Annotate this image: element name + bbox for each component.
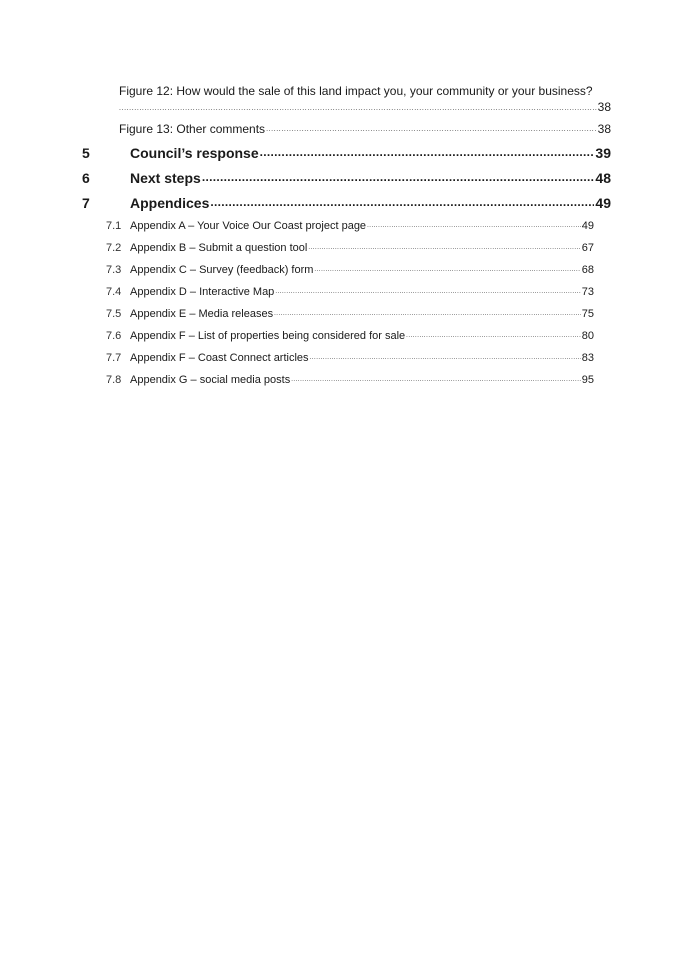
toc-section-6[interactable] bbox=[130, 170, 611, 186]
dot-leader bbox=[275, 289, 580, 295]
dot-leader bbox=[119, 105, 598, 112]
toc-section-5-number: 5 bbox=[82, 145, 90, 161]
toc-section-6-number: 6 bbox=[82, 170, 90, 186]
dot-leader bbox=[367, 223, 581, 229]
toc-appendix-page: 83 bbox=[581, 352, 594, 364]
toc-appendix-g[interactable] bbox=[130, 374, 594, 386]
toc-section-7[interactable] bbox=[130, 195, 611, 211]
toc-appendix-title: Appendix F – Coast Connect articles bbox=[130, 352, 309, 364]
toc-appendix-number: 7.6 bbox=[106, 330, 122, 342]
toc-appendix-page: 49 bbox=[581, 220, 594, 232]
toc-appendix-page: 75 bbox=[581, 308, 594, 320]
dot-leader bbox=[260, 145, 595, 159]
toc-appendix-page: 95 bbox=[581, 374, 594, 386]
toc-section-6-title: Next steps bbox=[130, 170, 201, 186]
toc-appendix-page: 73 bbox=[581, 286, 594, 298]
toc-appendix-e[interactable] bbox=[130, 308, 594, 320]
toc-section-7-title: Appendices bbox=[130, 195, 210, 211]
toc-appendix-number: 7.7 bbox=[106, 352, 122, 364]
toc-appendix-f-properties[interactable] bbox=[130, 330, 594, 342]
toc-appendix-number: 7.1 bbox=[106, 220, 122, 232]
toc-appendix-number: 7.8 bbox=[106, 374, 122, 386]
toc-appendix-title: Appendix D – Interactive Map bbox=[130, 286, 275, 298]
dot-leader bbox=[291, 377, 581, 383]
toc-section-6-page: 48 bbox=[595, 170, 611, 186]
toc-section-7-number: 7 bbox=[82, 195, 90, 211]
toc-figure-13-title: Figure 13: Other comments bbox=[119, 122, 266, 136]
dot-leader bbox=[308, 245, 580, 251]
dot-leader bbox=[274, 311, 581, 317]
toc-appendix-title: Appendix A – Your Voice Our Coast project page bbox=[130, 220, 367, 232]
toc-figure-12-leader-row[interactable] bbox=[119, 100, 611, 114]
dot-leader bbox=[210, 195, 594, 209]
toc-appendix-c[interactable] bbox=[130, 264, 594, 276]
toc-appendix-title: Appendix C – Survey (feedback) form bbox=[130, 264, 314, 276]
toc-appendix-title: Appendix B – Submit a question tool bbox=[130, 242, 308, 254]
dot-leader bbox=[202, 170, 595, 184]
dot-leader bbox=[314, 267, 580, 273]
toc-section-7-page: 49 bbox=[595, 195, 611, 211]
toc-figure-12-page: 38 bbox=[597, 100, 611, 114]
toc-appendix-f-articles[interactable] bbox=[130, 352, 594, 364]
toc-appendix-title: Appendix G – social media posts bbox=[130, 374, 291, 386]
toc-appendix-page: 80 bbox=[581, 330, 594, 342]
toc-appendix-title: Appendix F – List of properties being considered for sale bbox=[130, 330, 406, 342]
toc-appendix-number: 7.5 bbox=[106, 308, 122, 320]
dot-leader bbox=[310, 355, 581, 361]
toc-figure-12-title[interactable]: Figure 12: How would the sale of this land impact you, your community or your business? bbox=[119, 84, 593, 98]
toc-section-5-page: 39 bbox=[595, 145, 611, 161]
toc-appendix-number: 7.4 bbox=[106, 286, 122, 298]
toc-figure-13-page: 38 bbox=[597, 122, 611, 136]
dot-leader bbox=[266, 126, 597, 133]
toc-appendix-number: 7.2 bbox=[106, 242, 122, 254]
toc-section-5[interactable] bbox=[130, 145, 611, 161]
dot-leader bbox=[406, 333, 581, 339]
toc-figure-13[interactable] bbox=[119, 122, 611, 136]
toc-appendix-number: 7.3 bbox=[106, 264, 122, 276]
toc-appendix-d[interactable] bbox=[130, 286, 594, 298]
toc-appendix-title: Appendix E – Media releases bbox=[130, 308, 274, 320]
toc-section-5-title: Council’s response bbox=[130, 145, 259, 161]
toc-appendix-page: 68 bbox=[581, 264, 594, 276]
toc-appendix-page: 67 bbox=[581, 242, 594, 254]
toc-appendix-a[interactable] bbox=[130, 220, 594, 232]
toc-appendix-b[interactable] bbox=[130, 242, 594, 254]
